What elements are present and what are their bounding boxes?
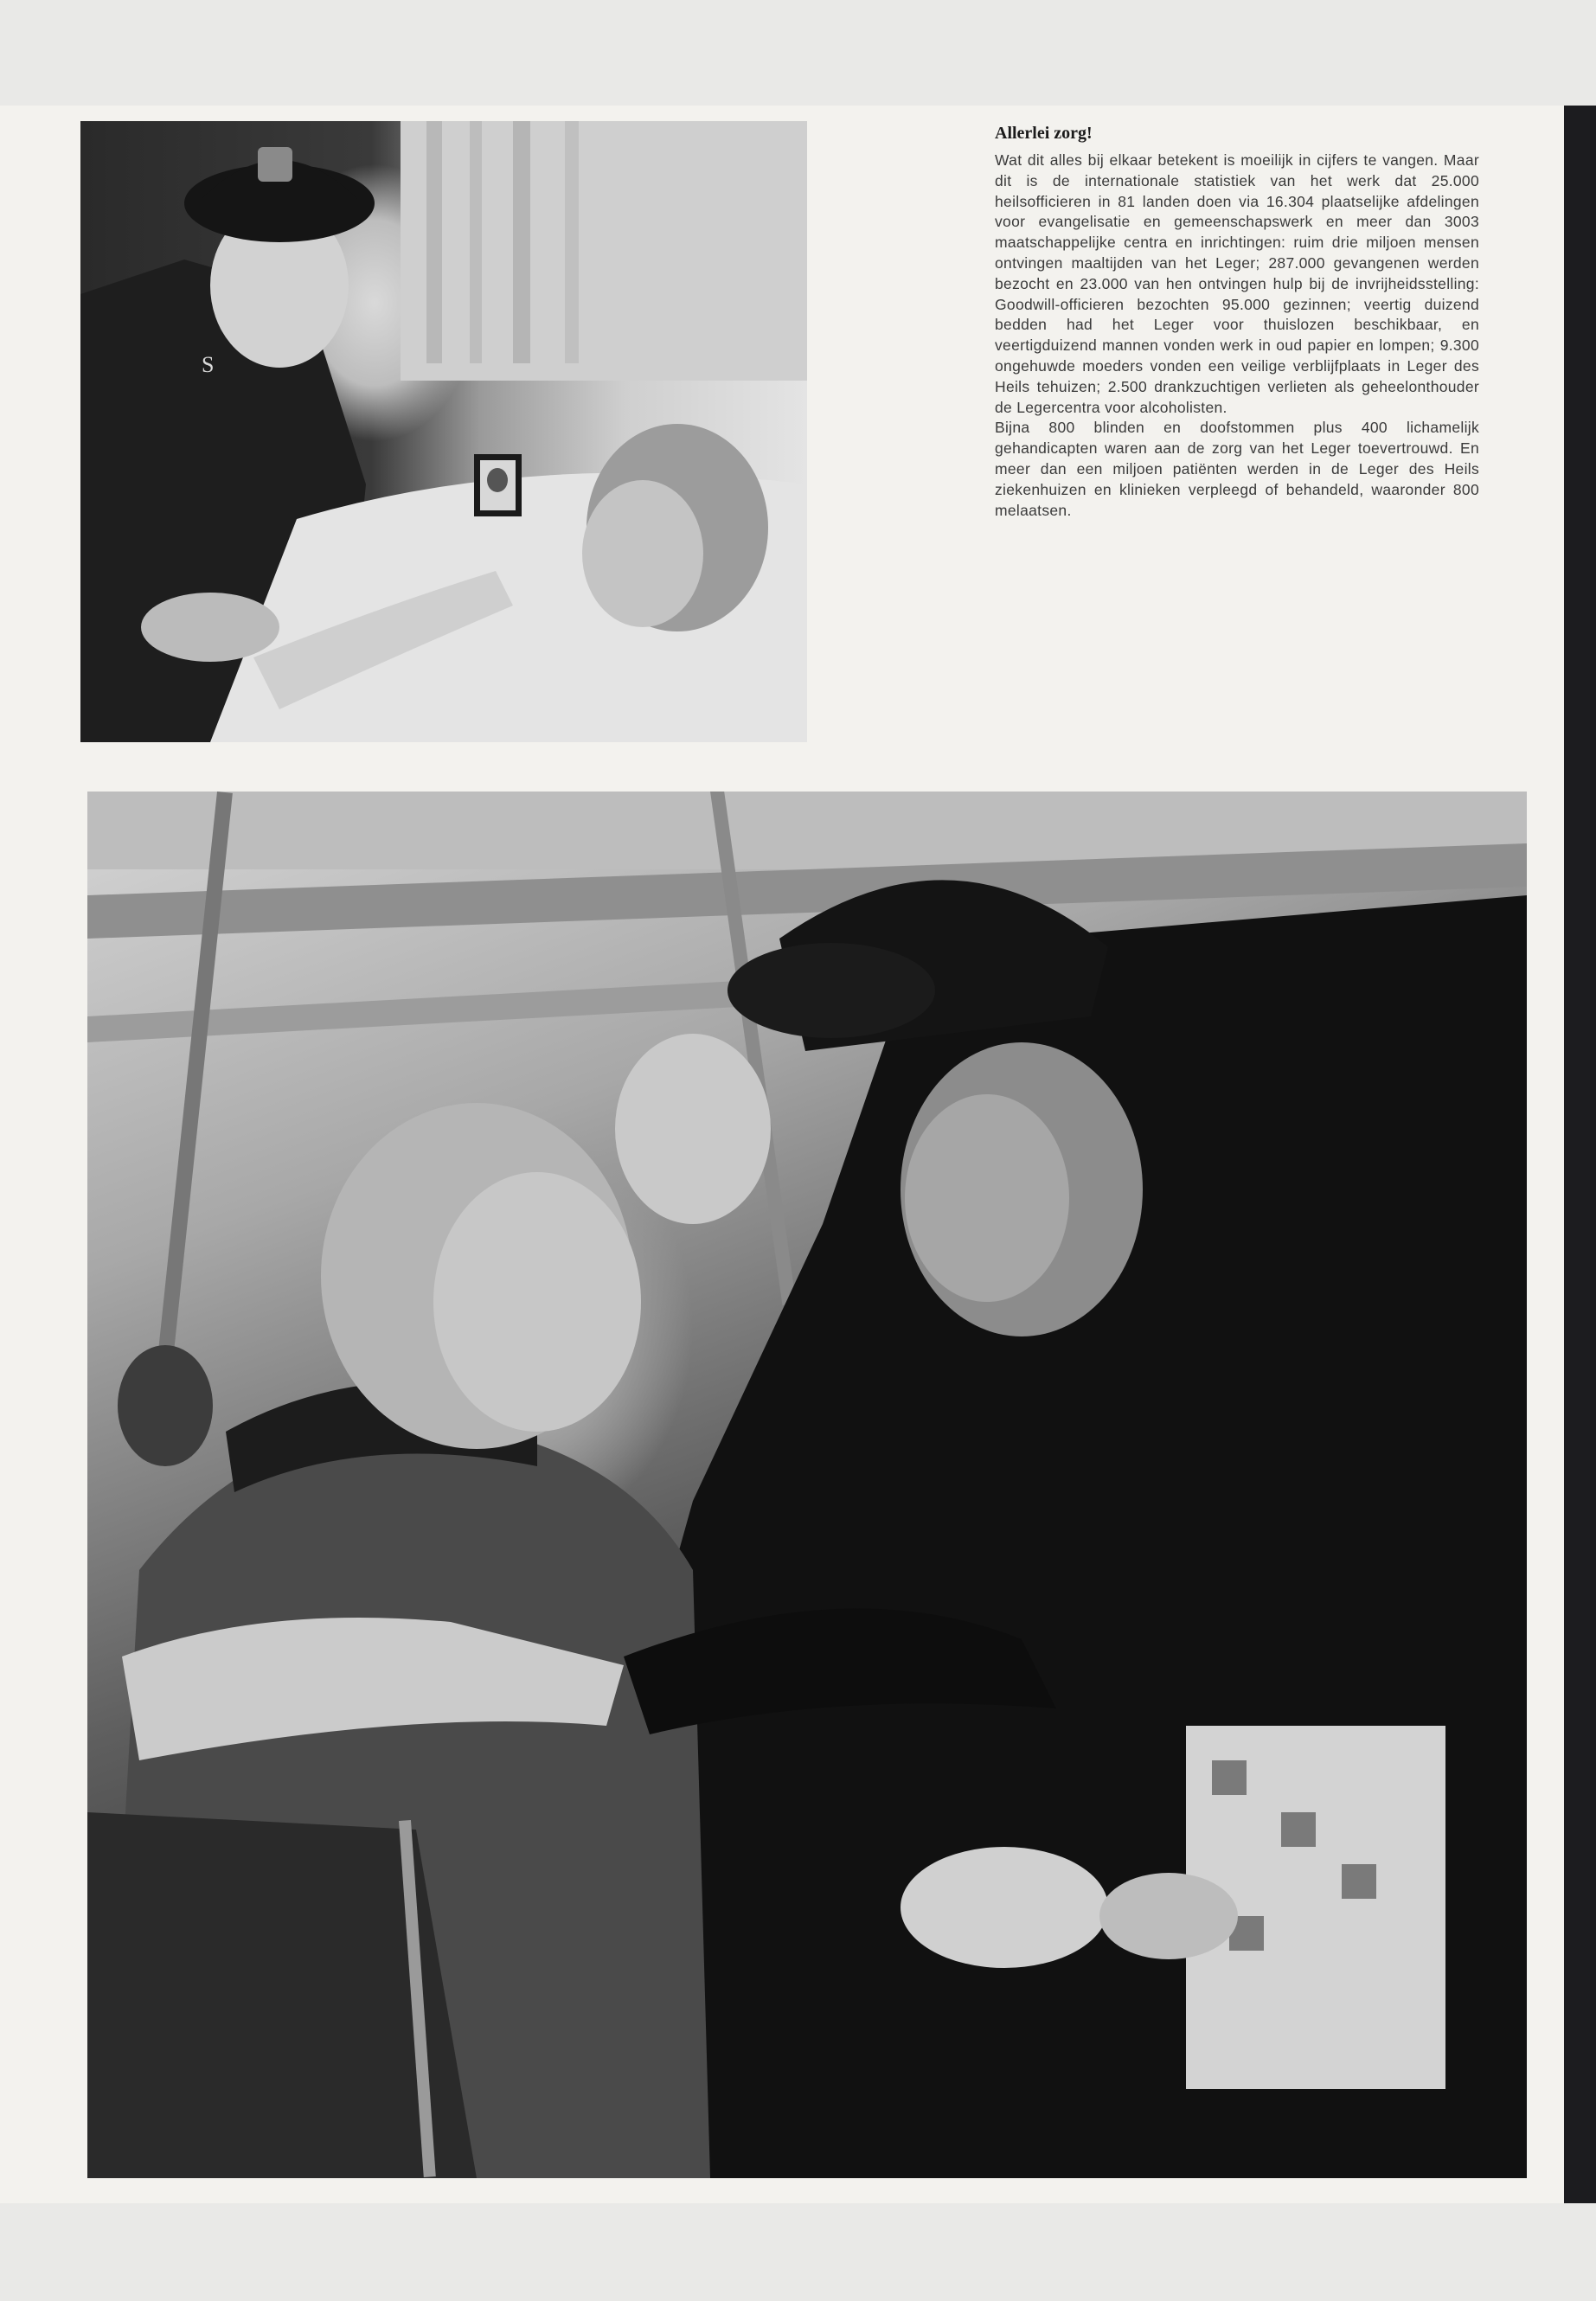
- scan-edge-strip: [1564, 106, 1596, 2203]
- article-paragraph: Wat dit alles bij elkaar betekent is moeilijk in cijfers te vangen. Maar dit is de internationale statistiek van het werk dat 25.000 heilsofficieren in 81 landen doen via 16.304 plaatselijke afdelingen voor evangelisatie en gemeenschapswerk en meer dan 3003 maatschappelijke centra en inrichtingen: ruim drie miljoen mensen ontvingen maaltijden van het Leger; 287.000 gevangenen werden bezocht en 23.000 van hen ontvingen hulp bij de invrijheidsstelling: Goodwill-officieren bezochten 95.000 gezinnen; veertig duizend bedden had het Leger voor thuislozen beschikbaar, en veertigduizend mannen vonden werk in oud papier en lompen; 9.300 ongehuwde moeders vonden een veilige verblijfplaats in Leger des Heils tehuizen; 2.500 drankzuchtigen verlieten als geheelonthouder de Legercentra voor alcoholisten.: [995, 151, 1479, 416]
- article-paragraph: Bijna 800 blinden en doofstommen plus 400 lichamelijk gehandicapten waren aan de zorg van het Leger toevertrouwd. En meer dan een miljoen patiënten werden in de Leger des Heils ziekenhuizen en klinieken verpleegd of behandeld, waaronder 800 melaatsen.: [995, 419, 1479, 519]
- photo-officer-elderly-man: [87, 792, 1527, 2178]
- article-headline: Allerlei zorg!: [995, 124, 1093, 143]
- photo-officer-elderly-man-image: [87, 792, 1527, 2178]
- photo-officer-hospital-visit-image: [80, 121, 807, 742]
- photo-officer-hospital-visit: [80, 121, 807, 742]
- scan-margin-bottom: [0, 2203, 1596, 2301]
- collar-letter: S: [202, 352, 215, 377]
- scan-margin-top: [0, 0, 1596, 106]
- article-body: [995, 151, 1479, 521]
- article-block: [995, 124, 1479, 521]
